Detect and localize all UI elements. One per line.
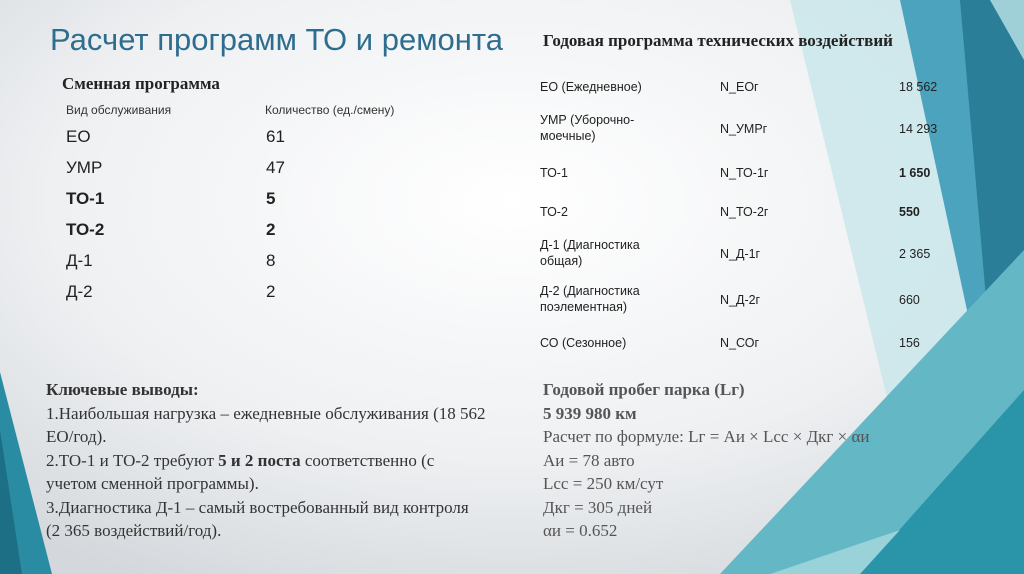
shift-type-cell: Д-1 bbox=[66, 251, 93, 270]
conclusion-item-1: 1.Наибольшая нагрузка – ежедневные обслуживания (18 562 ЕО/год). bbox=[46, 403, 486, 446]
annual-value-cell: 156 bbox=[899, 336, 920, 350]
table-row bbox=[66, 251, 466, 281]
conclusions-block bbox=[46, 378, 486, 543]
mileage-ai: Аи = 78 авто bbox=[543, 450, 635, 470]
annual-code-cell: N_УМРг bbox=[720, 122, 768, 136]
annual-value-cell: 660 bbox=[899, 293, 920, 307]
shift-type-cell: Д-2 bbox=[66, 282, 93, 301]
annual-name-cell: УМР (Уборочно-моечные) bbox=[540, 113, 635, 143]
annual-name-cell: Д-2 (Диагностика поэлементная) bbox=[540, 284, 640, 314]
conclusion-item-2-text: 2.ТО-1 и ТО-2 требуют bbox=[46, 450, 219, 470]
shift-count-cell: 2 bbox=[266, 282, 276, 301]
annual-name-cell: Д-1 (Диагностика общая) bbox=[540, 238, 640, 268]
annual-name-cell: ЕО (Ежедневное) bbox=[540, 80, 642, 94]
shift-type-cell: ТО-2 bbox=[66, 220, 105, 239]
annual-value-cell: 550 bbox=[899, 205, 920, 219]
conclusion-item-3: 3.Диагностика Д-1 – самый востребованный вид контроля (2 365 воздействий/год). bbox=[46, 497, 469, 540]
annual-value-cell: 14 293 bbox=[899, 122, 938, 136]
mileage-heading: Годовой пробег парка (Lг) bbox=[543, 380, 745, 399]
shift-col-type-header: Вид обслуживания bbox=[66, 103, 172, 117]
mileage-lss: Lсс = 250 км/сут bbox=[543, 474, 664, 493]
shift-type-cell: ТО-1 bbox=[66, 189, 105, 208]
annual-name-cell: ТО-2 bbox=[540, 205, 568, 219]
conclusion-item-2-bold: 5 и 2 поста bbox=[218, 450, 301, 470]
annual-name-cell: СО (Сезонное) bbox=[540, 336, 627, 350]
annual-code-cell: N_СОг bbox=[720, 336, 760, 350]
annual-code-cell: N_Д-1г bbox=[720, 247, 761, 261]
shift-count-cell: 61 bbox=[266, 127, 285, 146]
shift-type-cell: УМР bbox=[66, 158, 103, 177]
shift-count-cell: 8 bbox=[266, 251, 276, 270]
annual-value-cell: 1 650 bbox=[899, 166, 931, 180]
conclusion-item-2 bbox=[46, 449, 486, 496]
table-row bbox=[66, 127, 466, 157]
annual-code-cell: N_ЕОг bbox=[720, 80, 759, 94]
mileage-value: 5 939 980 км bbox=[543, 403, 637, 423]
annual-name-cell: ТО-1 bbox=[540, 166, 568, 180]
annual-value-cell: 18 562 bbox=[899, 80, 938, 94]
mileage-formula: Расчет по формуле: Lг = Аи × Lсс × Дкг × αи bbox=[543, 427, 870, 446]
shift-program-table bbox=[66, 127, 486, 317]
table-row bbox=[66, 282, 466, 312]
shift-count-cell: 47 bbox=[266, 158, 285, 177]
annual-code-cell: N_ТО-2г bbox=[720, 205, 769, 219]
mileage-block bbox=[543, 378, 963, 543]
mileage-dkg: Дкг = 305 дней bbox=[543, 497, 653, 517]
annual-program-table bbox=[540, 77, 980, 357]
mileage-alpha: αи = 0.652 bbox=[543, 521, 618, 540]
annual-value-cell: 2 365 bbox=[899, 247, 931, 261]
shift-col-count-header: Количество (ед./смену) bbox=[265, 103, 395, 117]
conclusions-heading: Ключевые выводы: bbox=[46, 380, 199, 399]
shift-count-cell: 2 bbox=[266, 220, 276, 239]
table-row bbox=[66, 158, 466, 188]
annual-code-cell: N_ТО-1г bbox=[720, 166, 769, 180]
table-row bbox=[66, 189, 466, 219]
annual-program-heading: Годовая программа технических воздействий bbox=[543, 31, 893, 50]
slide-title: Расчет программ ТО и ремонта bbox=[50, 22, 503, 57]
conclusion-item-2-rest: соответственно (с учетом сменной программы). bbox=[46, 450, 435, 493]
shift-program-heading: Сменная программа bbox=[62, 74, 220, 93]
shift-type-cell: ЕО bbox=[66, 127, 91, 146]
annual-code-cell: N_Д-2г bbox=[720, 293, 761, 307]
table-row bbox=[66, 220, 466, 250]
shift-count-cell: 5 bbox=[266, 189, 276, 208]
